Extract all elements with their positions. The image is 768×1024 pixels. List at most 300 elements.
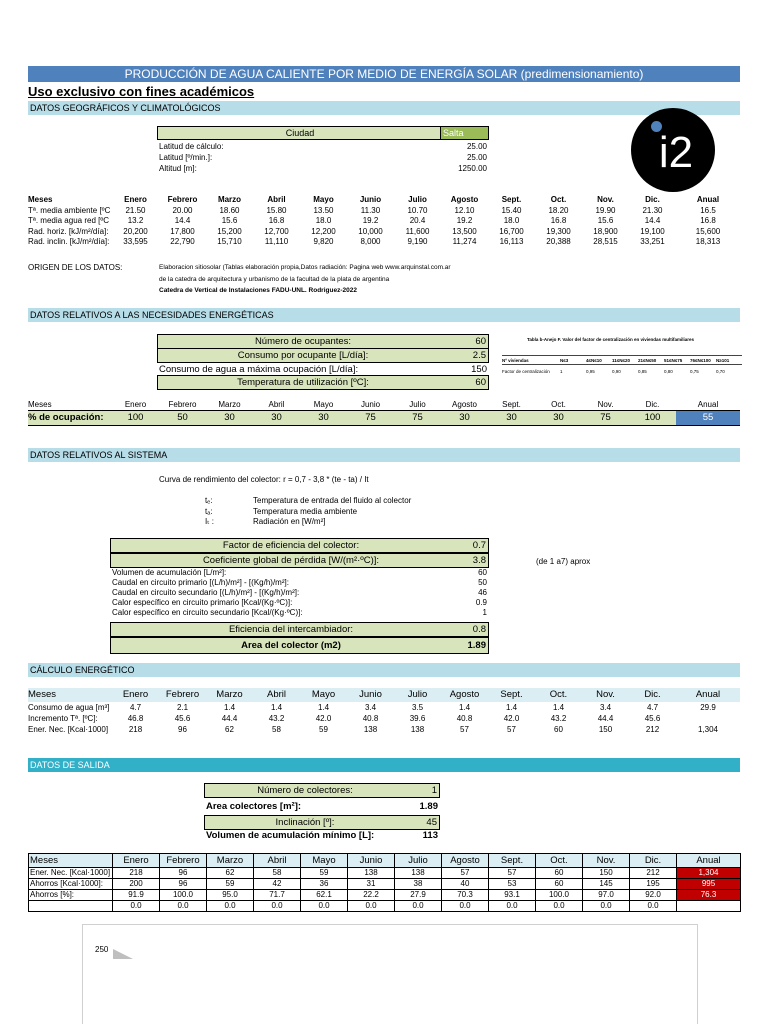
climate-row-cell: 28,515 bbox=[593, 237, 618, 246]
output-row-cell: 60 bbox=[536, 868, 583, 879]
calc-row-cell: 42.0 bbox=[315, 714, 332, 723]
table-b-row-cell: 0,80 bbox=[664, 369, 673, 375]
climate-row bbox=[28, 206, 740, 217]
climate-header-cell: Abril bbox=[267, 195, 286, 204]
occupancy-cell[interactable]: 30 bbox=[300, 411, 347, 426]
system-param-row bbox=[112, 608, 489, 618]
output-row-cell: 91.9 bbox=[113, 890, 160, 901]
system-param-label: Calor específico en circuito primario [Kcal/(Kg·ºC)]: bbox=[112, 598, 293, 607]
city-value: Salta bbox=[443, 128, 464, 138]
climate-row-cell: 16.8 bbox=[700, 216, 716, 225]
lat-value: 25.00 bbox=[466, 153, 487, 162]
output-row-cell: 92.0 bbox=[630, 890, 677, 901]
city-label: Ciudad bbox=[285, 128, 315, 138]
output-row-cell: 0.0 bbox=[348, 901, 395, 912]
legend-ta-text: Temperatura media ambiente bbox=[253, 507, 358, 516]
system-param-row bbox=[112, 578, 489, 588]
climate-row bbox=[28, 227, 740, 238]
output-row-cell: 59 bbox=[301, 868, 348, 879]
output-row-cell: 62 bbox=[207, 868, 254, 879]
system-param-row bbox=[112, 568, 489, 578]
calc-row-cell: 3.4 bbox=[599, 703, 612, 712]
system-param-label: Calor específico en circuito secundario [Kcal/(Kg·ºC)]: bbox=[112, 608, 303, 617]
output-row-cell bbox=[29, 901, 113, 912]
output-row-cell: 218 bbox=[113, 868, 160, 879]
exchanger-label: Eficiencia del intercambiador: bbox=[228, 624, 354, 635]
calc-row-cell: 43.2 bbox=[550, 714, 567, 723]
calc-row-cell bbox=[676, 713, 740, 724]
output-header-cell: Mayo bbox=[301, 854, 348, 868]
output-row-cell: 71.7 bbox=[254, 890, 301, 901]
output-row-cell: 995 bbox=[677, 879, 741, 890]
occupancy-header-cell: Nov. bbox=[597, 400, 614, 409]
legend-it-sym: Iₜ : bbox=[205, 517, 215, 526]
climate-row-cell: 18.0 bbox=[315, 216, 332, 225]
output-row-cell: 58 bbox=[254, 868, 301, 879]
table-b-row-cell: 0,75 bbox=[690, 369, 699, 375]
area-collectors-value: 1.89 bbox=[419, 801, 438, 812]
output-row-cell: 0.0 bbox=[254, 901, 301, 912]
climate-header-cell: Mayo bbox=[313, 195, 334, 204]
calc-header-cell: Marzo bbox=[206, 688, 253, 702]
calc-row-cell: 42.0 bbox=[503, 714, 520, 723]
system-param-value[interactable]: 0.9 bbox=[475, 598, 487, 607]
output-row-cell: 212 bbox=[630, 868, 677, 879]
climate-row-cell: 11,600 bbox=[405, 226, 430, 236]
occupancy-cell[interactable]: 30 bbox=[253, 411, 300, 426]
climate-row-cell: 9,820 bbox=[313, 237, 334, 246]
climate-row-cell: 20.00 bbox=[172, 205, 193, 215]
calc-row-cell: 39.6 bbox=[409, 714, 426, 723]
origin-line3: Catedra de Vertical de Instalaciones FADU-UNL. Rodriguez-2022 bbox=[159, 287, 357, 294]
temp-row bbox=[157, 375, 489, 390]
climate-row bbox=[28, 216, 740, 227]
savings-chart-area bbox=[82, 924, 698, 1024]
calc-row bbox=[28, 713, 740, 724]
section-output: DATOS DE SALIDA bbox=[28, 758, 740, 772]
exchanger-value[interactable]: 0.8 bbox=[472, 624, 486, 635]
output-row-cell: 59 bbox=[207, 879, 254, 890]
climate-row-cell: 13.2 bbox=[127, 216, 144, 225]
output-row-cell: 40 bbox=[442, 879, 489, 890]
area-row bbox=[110, 637, 489, 654]
table-b-row-cell: 0,95 bbox=[586, 369, 595, 375]
max-consumption-value: 150 bbox=[471, 364, 487, 375]
system-param-value[interactable]: 60 bbox=[478, 568, 487, 577]
climate-row-cell: 16.8 bbox=[268, 216, 285, 225]
output-row-cell: 70.3 bbox=[442, 890, 489, 901]
climate-row-cell: 14.4 bbox=[644, 216, 661, 225]
table-b-row bbox=[502, 365, 742, 379]
area-value: 1.89 bbox=[467, 640, 486, 651]
climate-row-cell: 11,110 bbox=[264, 237, 289, 246]
climate-row-cell: 20,200 bbox=[123, 226, 148, 236]
output-row-cell: 36 bbox=[301, 879, 348, 890]
table-b-row-cell: 0,85 bbox=[638, 369, 647, 375]
volume-label: Volumen de acumulación mínimo [L]: bbox=[206, 830, 375, 841]
output-row-cell: 0.0 bbox=[630, 901, 677, 912]
output-row-cell: 60 bbox=[536, 879, 583, 890]
lat-calc-label: Latitud de cálculo: bbox=[159, 142, 224, 151]
consumption-value[interactable]: 2.5 bbox=[472, 350, 486, 361]
climate-row-cell: 18,313 bbox=[695, 237, 721, 246]
climate-header-cell: Oct. bbox=[550, 195, 567, 204]
occupancy-header-cell: Dic. bbox=[645, 400, 660, 409]
occupancy-cell[interactable]: 30 bbox=[206, 411, 253, 426]
coef-row bbox=[110, 553, 489, 568]
climate-row-cell: 15.6 bbox=[221, 216, 238, 225]
climate-header-cell: Marzo bbox=[217, 195, 242, 204]
climate-header-cell: Sept. bbox=[501, 195, 522, 204]
legend-ta-sym: tₐ: bbox=[205, 507, 213, 516]
system-param-label: Volumen de acumulación [L/m²]: bbox=[112, 568, 227, 577]
occupancy-header bbox=[28, 400, 740, 411]
output-row-cell: 145 bbox=[583, 879, 630, 890]
output-header-cell: Meses bbox=[29, 854, 113, 868]
climate-row-cell: 22,790 bbox=[170, 237, 195, 246]
calc-header-cell: Abril bbox=[253, 688, 300, 702]
table-b-row-cell: Factor de centralización bbox=[502, 369, 550, 375]
climate-row-cell: 19,300 bbox=[546, 226, 571, 236]
climate-row-cell: 15,600 bbox=[695, 226, 721, 236]
occupancy-cell: % de ocupación: bbox=[28, 411, 112, 426]
output-row-cell: 0.0 bbox=[489, 901, 536, 912]
table-b-header-cell: Nº viviendas bbox=[502, 356, 560, 365]
calc-row-cell: Consumo de agua [m³] bbox=[28, 703, 110, 712]
output-row-cell: 0.0 bbox=[395, 901, 442, 912]
calc-row-cell: 1.4 bbox=[270, 703, 283, 712]
chart-axis-label: 250 bbox=[95, 945, 109, 954]
occupants-label: Número de ocupantes: bbox=[254, 336, 352, 347]
occupancy-header-cell: Anual bbox=[697, 400, 719, 409]
calc-row-cell: 218 bbox=[128, 725, 143, 734]
climate-header-cell: Agosto bbox=[450, 195, 479, 204]
incl-value[interactable]: 45 bbox=[426, 817, 437, 828]
coef-value[interactable]: 3.8 bbox=[472, 555, 486, 566]
max-consumption-label: Consumo de agua a máxima ocupación [L/día]: bbox=[159, 364, 359, 375]
output-row-cell: 0.0 bbox=[207, 901, 254, 912]
climate-row-cell: 19.2 bbox=[456, 216, 473, 225]
system-param-row bbox=[112, 598, 489, 608]
output-row-cell: 57 bbox=[442, 868, 489, 879]
table-b-header-cell: 11≤N≤20 bbox=[612, 356, 638, 365]
lat-calc-value: 25.00 bbox=[466, 142, 487, 151]
occupancy-cell[interactable]: 100 bbox=[629, 411, 676, 426]
lat-label: Latitud [º/min.]: bbox=[159, 153, 213, 162]
consumption-label: Consumo por ocupante [L/día]: bbox=[237, 350, 369, 361]
climate-header-cell: Dic. bbox=[645, 195, 660, 204]
output-header-cell: Oct. bbox=[536, 854, 583, 868]
temp-value[interactable]: 60 bbox=[475, 377, 486, 388]
temp-label: Temperatura de utilización [ºC]: bbox=[237, 377, 369, 388]
system-param-label: Caudal en circuito secundario [(L/h)/m²] - [(Kg/h)/m²]: bbox=[112, 588, 300, 597]
max-consumption-row bbox=[159, 364, 489, 375]
output-row-cell: 100.0 bbox=[160, 890, 207, 901]
table-b-header-cell: N≥101 bbox=[716, 356, 742, 365]
output-header-cell: Nov. bbox=[583, 854, 630, 868]
climate-header bbox=[28, 195, 740, 206]
calc-header-cell: Oct. bbox=[535, 688, 582, 702]
climate-row-cell: Rad. inclin. [kJ/m²/día]: bbox=[28, 237, 110, 246]
output-table bbox=[28, 853, 741, 912]
occupancy-cell: 55 bbox=[676, 411, 740, 426]
calc-row-cell: 1.4 bbox=[505, 703, 518, 712]
occupancy-header-cell: Agosto bbox=[452, 400, 477, 409]
climate-row-cell: 19.90 bbox=[595, 205, 616, 215]
system-param-label: Caudal en circuito primario [(L/h)/m²] - [(Kg/h)/m²]: bbox=[112, 578, 289, 587]
area-label: Area del colector (m2) bbox=[241, 640, 341, 651]
climate-row-cell: 33,251 bbox=[640, 237, 665, 246]
section-geo: DATOS GEOGRÁFICOS Y CLIMATOLÓGICOS bbox=[28, 101, 740, 115]
output-row-cell: 100.0 bbox=[536, 890, 583, 901]
occupants-value[interactable]: 60 bbox=[475, 336, 486, 347]
calc-row-cell: 1.4 bbox=[458, 703, 471, 712]
climate-row-cell: 12,200 bbox=[311, 226, 336, 236]
consumption-row bbox=[157, 348, 489, 363]
output-row-cell: 0.0 bbox=[160, 901, 207, 912]
output-header bbox=[29, 854, 741, 868]
curve-formula: Curva de rendimiento del colector: r = 0,7 - 3,8 * (te - ta) / It bbox=[159, 475, 369, 484]
output-row bbox=[29, 879, 741, 890]
section-calc: CÁLCULO ENERGÉTICO bbox=[28, 663, 740, 677]
calc-row-cell: 46.8 bbox=[127, 714, 144, 723]
climate-row-cell: 33,595 bbox=[123, 237, 148, 246]
output-row-cell: 0.0 bbox=[113, 901, 160, 912]
output-row-cell: 97.0 bbox=[583, 890, 630, 901]
climate-header-cell: Meses bbox=[28, 195, 53, 204]
table-b-header-cell: 76≤N≤100 bbox=[690, 356, 716, 365]
climate-row-cell: 14.4 bbox=[174, 216, 191, 225]
calc-row-cell: 40.8 bbox=[456, 714, 473, 723]
output-row-cell: 96 bbox=[160, 879, 207, 890]
climate-header-cell: Enero bbox=[124, 195, 147, 204]
calc-row-cell: 1.4 bbox=[552, 703, 565, 712]
output-row-cell: 1,304 bbox=[677, 868, 741, 879]
calc-header-cell: Nov. bbox=[582, 688, 629, 702]
output-header-cell: Abril bbox=[254, 854, 301, 868]
climate-row-cell: 19,100 bbox=[640, 226, 665, 236]
output-row-cell: 27.9 bbox=[395, 890, 442, 901]
output-header-cell: Marzo bbox=[207, 854, 254, 868]
calc-row-cell: 4.7 bbox=[646, 703, 659, 712]
output-row-cell: 31 bbox=[348, 879, 395, 890]
area-collectors-row bbox=[206, 801, 440, 813]
calc-row-cell: 96 bbox=[178, 725, 187, 734]
output-row-cell: 93.1 bbox=[489, 890, 536, 901]
output-row-cell: Ener. Nec. [Kcal·1000] bbox=[29, 868, 113, 879]
climate-row-cell: 16,113 bbox=[499, 237, 524, 246]
output-row-cell: 57 bbox=[489, 868, 536, 879]
logo-text: i2 bbox=[658, 128, 694, 177]
calc-row-cell: 1,304 bbox=[697, 725, 719, 734]
origin-line1: Elaboracion sitiosolar (Tablas elaboración propia,Datos radiación: Pagina web www.arquinstal.com.ar bbox=[159, 264, 451, 271]
output-row-cell: 0.0 bbox=[301, 901, 348, 912]
occupancy-header-cell: Abril bbox=[268, 400, 285, 409]
occupancy-cell[interactable]: 75 bbox=[347, 411, 394, 426]
climate-row-cell: 17,800 bbox=[170, 226, 195, 236]
output-row-cell: 138 bbox=[348, 868, 395, 879]
climate-row-cell: 20,388 bbox=[546, 237, 571, 246]
climate-row-cell: 18.0 bbox=[503, 216, 520, 225]
chart-bar-shape bbox=[113, 949, 133, 959]
calc-row-cell: 138 bbox=[410, 725, 425, 734]
climate-row-cell: 8,000 bbox=[360, 237, 381, 246]
table-b-row-cell: 0,90 bbox=[612, 369, 621, 375]
output-row-cell: 22.2 bbox=[348, 890, 395, 901]
climate-row-cell: 18,900 bbox=[593, 226, 618, 236]
calc-row-cell: 40.8 bbox=[362, 714, 379, 723]
collectors-label: Número de colectores: bbox=[257, 785, 353, 796]
table-b-header-cell: 4≤N≤10 bbox=[586, 356, 612, 365]
exchanger-row bbox=[110, 622, 489, 637]
alt-label: Altitud [m]: bbox=[159, 164, 197, 173]
climate-row-cell: 18.60 bbox=[219, 205, 240, 215]
occupancy-cell[interactable]: 30 bbox=[441, 411, 488, 426]
coef-note: (de 1 a7) aprox bbox=[536, 557, 591, 566]
calc-row-cell: 1.4 bbox=[317, 703, 330, 712]
output-row-cell: 0.0 bbox=[583, 901, 630, 912]
table-b-header bbox=[502, 356, 742, 365]
collectors-row bbox=[204, 783, 440, 798]
climate-row-cell: 21.30 bbox=[642, 205, 663, 215]
occupancy-header-cell: Febrero bbox=[168, 400, 197, 409]
climate-header-cell: Anual bbox=[696, 195, 720, 204]
calc-row-cell: 44.4 bbox=[221, 714, 238, 723]
calc-header-cell: Junio bbox=[347, 688, 394, 702]
factor-row bbox=[110, 538, 489, 553]
occupancy-header-cell: Mayo bbox=[313, 400, 334, 409]
calc-row-cell: Ener. Nec. [Kcal·1000] bbox=[28, 725, 109, 734]
factor-value[interactable]: 0.7 bbox=[472, 540, 486, 551]
output-header-cell: Dic. bbox=[630, 854, 677, 868]
calc-row-cell: 3.5 bbox=[411, 703, 424, 712]
occupancy-cell[interactable]: 30 bbox=[488, 411, 535, 426]
climate-row-cell: 16,700 bbox=[499, 226, 524, 236]
calc-header bbox=[28, 688, 740, 702]
calc-row-cell: 44.4 bbox=[597, 714, 614, 723]
incl-row bbox=[204, 815, 440, 830]
occupancy-header-cell: Oct. bbox=[551, 400, 566, 409]
climate-row-cell: 15.40 bbox=[501, 205, 522, 215]
climate-row-cell: 15,200 bbox=[217, 226, 242, 236]
calc-row-cell: 43.2 bbox=[268, 714, 285, 723]
output-row-cell: 62.1 bbox=[301, 890, 348, 901]
output-header-cell: Enero bbox=[113, 854, 160, 868]
calc-row-cell: 150 bbox=[598, 725, 613, 734]
climate-header-cell: Nov. bbox=[597, 195, 614, 204]
table-b-header-cell: 51≤N≤75 bbox=[664, 356, 690, 365]
calc-row-cell: 62 bbox=[225, 725, 234, 734]
calc-row-cell: 58 bbox=[272, 725, 281, 734]
climate-row-cell: Tª. media ambiente [ºC bbox=[28, 205, 111, 215]
page-title: PRODUCCIÓN DE AGUA CALIENTE POR MEDIO DE ENERGÍA SOLAR (predimensionamiento) bbox=[28, 66, 740, 82]
calc-row-cell: Incremento Tª. [ºC]: bbox=[28, 714, 98, 723]
coef-label: Coeficiente global de pérdida [W/(m²·ºC)]: bbox=[202, 555, 380, 566]
calc-header-cell: Febrero bbox=[159, 688, 206, 702]
output-row bbox=[29, 901, 741, 912]
occupancy-header-cell: Sept. bbox=[502, 400, 521, 409]
output-row-cell: 76.3 bbox=[677, 890, 741, 901]
occupancy-cell[interactable]: 100 bbox=[112, 411, 159, 426]
calc-row-cell: 45.6 bbox=[174, 714, 191, 723]
calc-header-cell: Meses bbox=[28, 688, 112, 702]
output-row-cell: 42 bbox=[254, 879, 301, 890]
climate-row-cell: 10.70 bbox=[407, 205, 428, 215]
i2-logo bbox=[631, 108, 715, 192]
climate-row-cell: Rad. horiz. [kJ/m²/día]: bbox=[28, 226, 109, 236]
climate-header-cell: Junio bbox=[359, 195, 382, 204]
calc-table bbox=[28, 688, 740, 735]
table-b-row-cell: 0,70 bbox=[716, 369, 725, 375]
output-row-cell: Ahorros [Kcal·1000]: bbox=[29, 879, 113, 890]
climate-row-cell: 11,274 bbox=[452, 237, 477, 246]
calc-row-cell: 57 bbox=[460, 725, 469, 734]
output-row bbox=[29, 868, 741, 879]
calc-row-cell: 3.4 bbox=[364, 703, 377, 712]
city-value-cell[interactable] bbox=[440, 126, 489, 140]
occupancy-header-cell: Marzo bbox=[218, 400, 241, 409]
calc-row-cell: 59 bbox=[319, 725, 328, 734]
output-row-cell bbox=[677, 901, 741, 912]
section-needs: DATOS RELATIVOS A LAS NECESIDADES ENERGÉTICAS bbox=[28, 308, 740, 322]
calc-row bbox=[28, 724, 740, 735]
occupancy-cell[interactable]: 30 bbox=[535, 411, 582, 426]
output-row-cell: 195 bbox=[630, 879, 677, 890]
climate-table bbox=[28, 195, 740, 248]
system-param-value[interactable]: 1 bbox=[482, 608, 487, 617]
calc-row-cell: 29.9 bbox=[700, 703, 716, 712]
exclusive-note: Uso exclusivo con fines académicos bbox=[28, 84, 255, 99]
output-header-cell: Sept. bbox=[489, 854, 536, 868]
output-header-cell: Junio bbox=[348, 854, 395, 868]
climate-row-cell: 11.30 bbox=[360, 205, 381, 215]
occupancy-header-cell: Junio bbox=[360, 400, 381, 409]
calc-row-cell: 1.4 bbox=[223, 703, 236, 712]
climate-row-cell: 12.10 bbox=[454, 205, 475, 215]
system-param-value[interactable]: 50 bbox=[478, 578, 487, 587]
climate-row-cell: 21.50 bbox=[125, 205, 146, 215]
calc-row-cell: 138 bbox=[363, 725, 378, 734]
occupancy-table bbox=[28, 400, 740, 426]
calc-header-cell: Dic. bbox=[629, 688, 676, 702]
calc-header-cell: Anual bbox=[676, 688, 740, 702]
calc-row-cell: 45.6 bbox=[644, 714, 661, 723]
volume-value: 113 bbox=[422, 830, 438, 841]
climate-row bbox=[28, 237, 740, 248]
calc-row-cell: 212 bbox=[645, 725, 660, 734]
output-header-cell: Agosto bbox=[442, 854, 489, 868]
calc-header-cell: Sept. bbox=[488, 688, 535, 702]
collectors-value[interactable]: 1 bbox=[431, 785, 437, 796]
output-row-cell: 53 bbox=[489, 879, 536, 890]
occupancy-header-cell: Julio bbox=[409, 400, 426, 409]
climate-row-cell: 18.20 bbox=[548, 205, 569, 215]
occupancy-cell[interactable]: 50 bbox=[159, 411, 206, 426]
legend-te-text: Temperatura de entrada del fluido al colector bbox=[253, 496, 412, 505]
occupancy-cell[interactable]: 75 bbox=[394, 411, 441, 426]
occupancy-header-cell: Enero bbox=[124, 400, 147, 409]
occupancy-cell[interactable]: 75 bbox=[582, 411, 629, 426]
output-row-cell: Ahorros [%]: bbox=[29, 890, 113, 901]
legend-it-text: Radiación en [W/m²] bbox=[253, 517, 326, 526]
volume-row bbox=[206, 830, 440, 842]
output-row-cell: 95.0 bbox=[207, 890, 254, 901]
system-param-value[interactable]: 46 bbox=[478, 588, 487, 597]
output-row-cell: 150 bbox=[583, 868, 630, 879]
alt-value: 1250.00 bbox=[458, 164, 487, 173]
calc-header-cell: Enero bbox=[112, 688, 159, 702]
table-b-header-cell: N≤3 bbox=[560, 356, 586, 365]
